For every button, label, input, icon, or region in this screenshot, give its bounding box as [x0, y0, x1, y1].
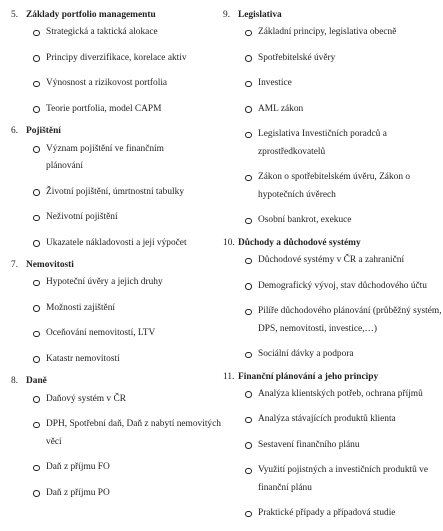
circle-bullet-icon — [33, 465, 40, 472]
list-item — [11, 325, 211, 343]
item-text: Hypoteční úvěry a jejich druhy — [46, 277, 163, 288]
circle-bullet-icon — [33, 422, 40, 429]
list-item — [223, 50, 437, 68]
item-text: Možnosti zajištění — [46, 302, 115, 313]
list-item — [223, 411, 437, 429]
section-heading — [11, 126, 211, 137]
circle-bullet-icon — [245, 258, 252, 265]
circle-bullet-icon — [33, 81, 40, 88]
item-list — [11, 274, 211, 368]
item-text: Základní principy, legislativa obecně — [258, 27, 397, 38]
circle-bullet-icon — [33, 280, 40, 287]
item-text: Praktické případy a případová studie — [258, 508, 396, 519]
item-text: Životní pojištění, úmrtnostní tabulky — [46, 186, 185, 197]
list-item — [223, 126, 433, 161]
circle-bullet-icon — [33, 189, 40, 196]
item-text: Investice — [258, 78, 292, 89]
item-text: Zákon o spotřebitelském úvěru, Zákon o hypotečních úvěrech — [258, 172, 411, 200]
item-text: Principy diverzifikace, korelace aktiv — [46, 52, 187, 63]
item-text: Pilíře důchodového plánování (průběžný systém, DPS, nemovitosti, investice,…) — [258, 306, 442, 334]
list-item — [11, 75, 211, 93]
section-title: Daně — [26, 376, 47, 387]
circle-bullet-icon — [33, 331, 40, 338]
circle-bullet-icon — [245, 106, 252, 113]
item-list — [11, 141, 211, 253]
circle-bullet-icon — [33, 106, 40, 113]
section-number: 6. — [11, 126, 19, 137]
section-5 — [11, 10, 211, 118]
section-heading — [223, 372, 437, 383]
list-item — [223, 437, 437, 455]
circle-bullet-icon — [245, 175, 252, 182]
list-item — [223, 24, 437, 42]
circle-bullet-icon — [245, 132, 252, 139]
section-9 — [223, 10, 437, 230]
list-item — [223, 252, 437, 270]
list-item — [11, 459, 211, 477]
item-list — [223, 24, 437, 230]
circle-bullet-icon — [245, 309, 252, 316]
item-text: Spotřebitelské úvěry — [258, 52, 336, 63]
list-item — [223, 303, 443, 338]
list-item — [223, 386, 443, 404]
item-text: Oceňování nemovitostí, LTV — [46, 328, 156, 339]
list-item — [11, 101, 211, 119]
list-item — [223, 462, 433, 497]
item-text: Ukazatele nákladovosti a její výpočet — [46, 237, 187, 248]
section-10 — [223, 237, 442, 364]
list-item — [223, 278, 443, 296]
item-text: Důchodové systémy v ČR a zahraniční — [258, 255, 405, 266]
circle-bullet-icon — [245, 283, 252, 290]
list-item — [11, 391, 211, 409]
item-text: Neživotní pojištění — [46, 212, 118, 223]
item-text: Demografický vývoj, stav důchodového účtu — [258, 280, 427, 291]
circle-bullet-icon — [33, 146, 40, 153]
section-number: 5. — [11, 10, 19, 20]
list-item — [11, 50, 211, 68]
item-list — [11, 391, 221, 503]
section-title: Důchody a důchodové systémy — [238, 237, 361, 248]
circle-bullet-icon — [245, 30, 252, 37]
circle-bullet-icon — [33, 30, 40, 37]
item-text: Daň z příjmu PO — [46, 487, 110, 498]
list-item — [11, 24, 211, 42]
list-item — [11, 184, 211, 202]
circle-bullet-icon — [33, 55, 40, 62]
circle-bullet-icon — [33, 396, 40, 403]
item-text: Teorie portfolia, model CAPM — [46, 103, 162, 114]
section-heading — [223, 10, 437, 21]
item-text: Sociální dávky a podpora — [258, 349, 354, 360]
circle-bullet-icon — [33, 240, 40, 247]
section-heading — [11, 376, 211, 387]
section-title: Nemovitosti — [26, 260, 74, 271]
item-text: Analýza klientských potřeb, ochrana příjmů — [258, 388, 423, 399]
section-title: Legislativa — [238, 10, 282, 20]
left-column — [11, 10, 221, 510]
list-item — [11, 351, 211, 369]
list-item — [11, 300, 211, 318]
section-8 — [11, 376, 221, 502]
circle-bullet-icon — [33, 490, 40, 497]
list-item — [223, 346, 437, 364]
item-text: Legislativa Investičních poradců a zprostředkovatelů — [258, 129, 387, 157]
list-item — [11, 235, 211, 253]
circle-bullet-icon — [33, 215, 40, 222]
list-item — [11, 209, 211, 227]
section-11 — [223, 372, 437, 523]
section-heading — [11, 10, 211, 21]
list-item — [11, 485, 211, 503]
right-column — [223, 10, 442, 531]
circle-bullet-icon — [33, 305, 40, 312]
section-number: 8. — [11, 376, 19, 387]
item-list — [223, 252, 442, 364]
item-text: Využití pojistných a investičních produktů ve finanční plánu — [258, 465, 429, 493]
list-item — [11, 141, 176, 176]
section-heading — [223, 238, 437, 249]
item-text: Daň z příjmu FO — [46, 462, 110, 473]
item-text: Sestavení finančního plánu — [258, 439, 360, 450]
circle-bullet-icon — [245, 442, 252, 449]
section-6 — [11, 126, 211, 252]
circle-bullet-icon — [245, 55, 252, 62]
circle-bullet-icon — [245, 218, 252, 225]
section-title: Základy portfolio managementu — [26, 10, 156, 20]
circle-bullet-icon — [245, 417, 252, 424]
section-number: 9. — [223, 10, 231, 20]
item-text: Katastr nemovitostí — [46, 353, 120, 364]
list-item — [11, 416, 221, 451]
list-item — [223, 75, 437, 93]
list-item — [223, 505, 437, 523]
item-text: DPH, Spotřební daň, Daň z nabytí nemovitých věcí — [46, 419, 221, 447]
item-text: Daňový systém v ČR — [46, 393, 126, 404]
list-item — [223, 101, 437, 119]
item-text: Analýza stávajících produktů klienta — [258, 414, 396, 425]
item-text: Význam pojištění ve finančním plánování — [46, 143, 164, 172]
section-number: 11. — [223, 371, 235, 382]
section-heading — [11, 260, 211, 271]
section-number: 10. — [223, 237, 235, 248]
section-7 — [11, 260, 211, 368]
circle-bullet-icon — [33, 356, 40, 363]
circle-bullet-icon — [245, 468, 252, 475]
item-text: AML zákon — [258, 103, 304, 114]
list-item — [223, 169, 443, 204]
section-title: Finanční plánování a jeho principy — [238, 371, 379, 382]
section-number: 7. — [11, 260, 19, 271]
circle-bullet-icon — [245, 511, 252, 518]
item-text: Osobní bankrot, exekuce — [258, 215, 352, 226]
item-text: Strategická a taktická alokace — [46, 27, 158, 38]
list-item — [11, 274, 211, 292]
item-text: Výnosnost a rizikovost portfolia — [46, 78, 168, 89]
circle-bullet-icon — [245, 81, 252, 88]
circle-bullet-icon — [245, 352, 252, 359]
circle-bullet-icon — [245, 391, 252, 398]
section-title: Pojištění — [26, 126, 61, 137]
list-item — [223, 212, 437, 230]
item-list — [223, 386, 437, 523]
item-list — [11, 24, 211, 118]
